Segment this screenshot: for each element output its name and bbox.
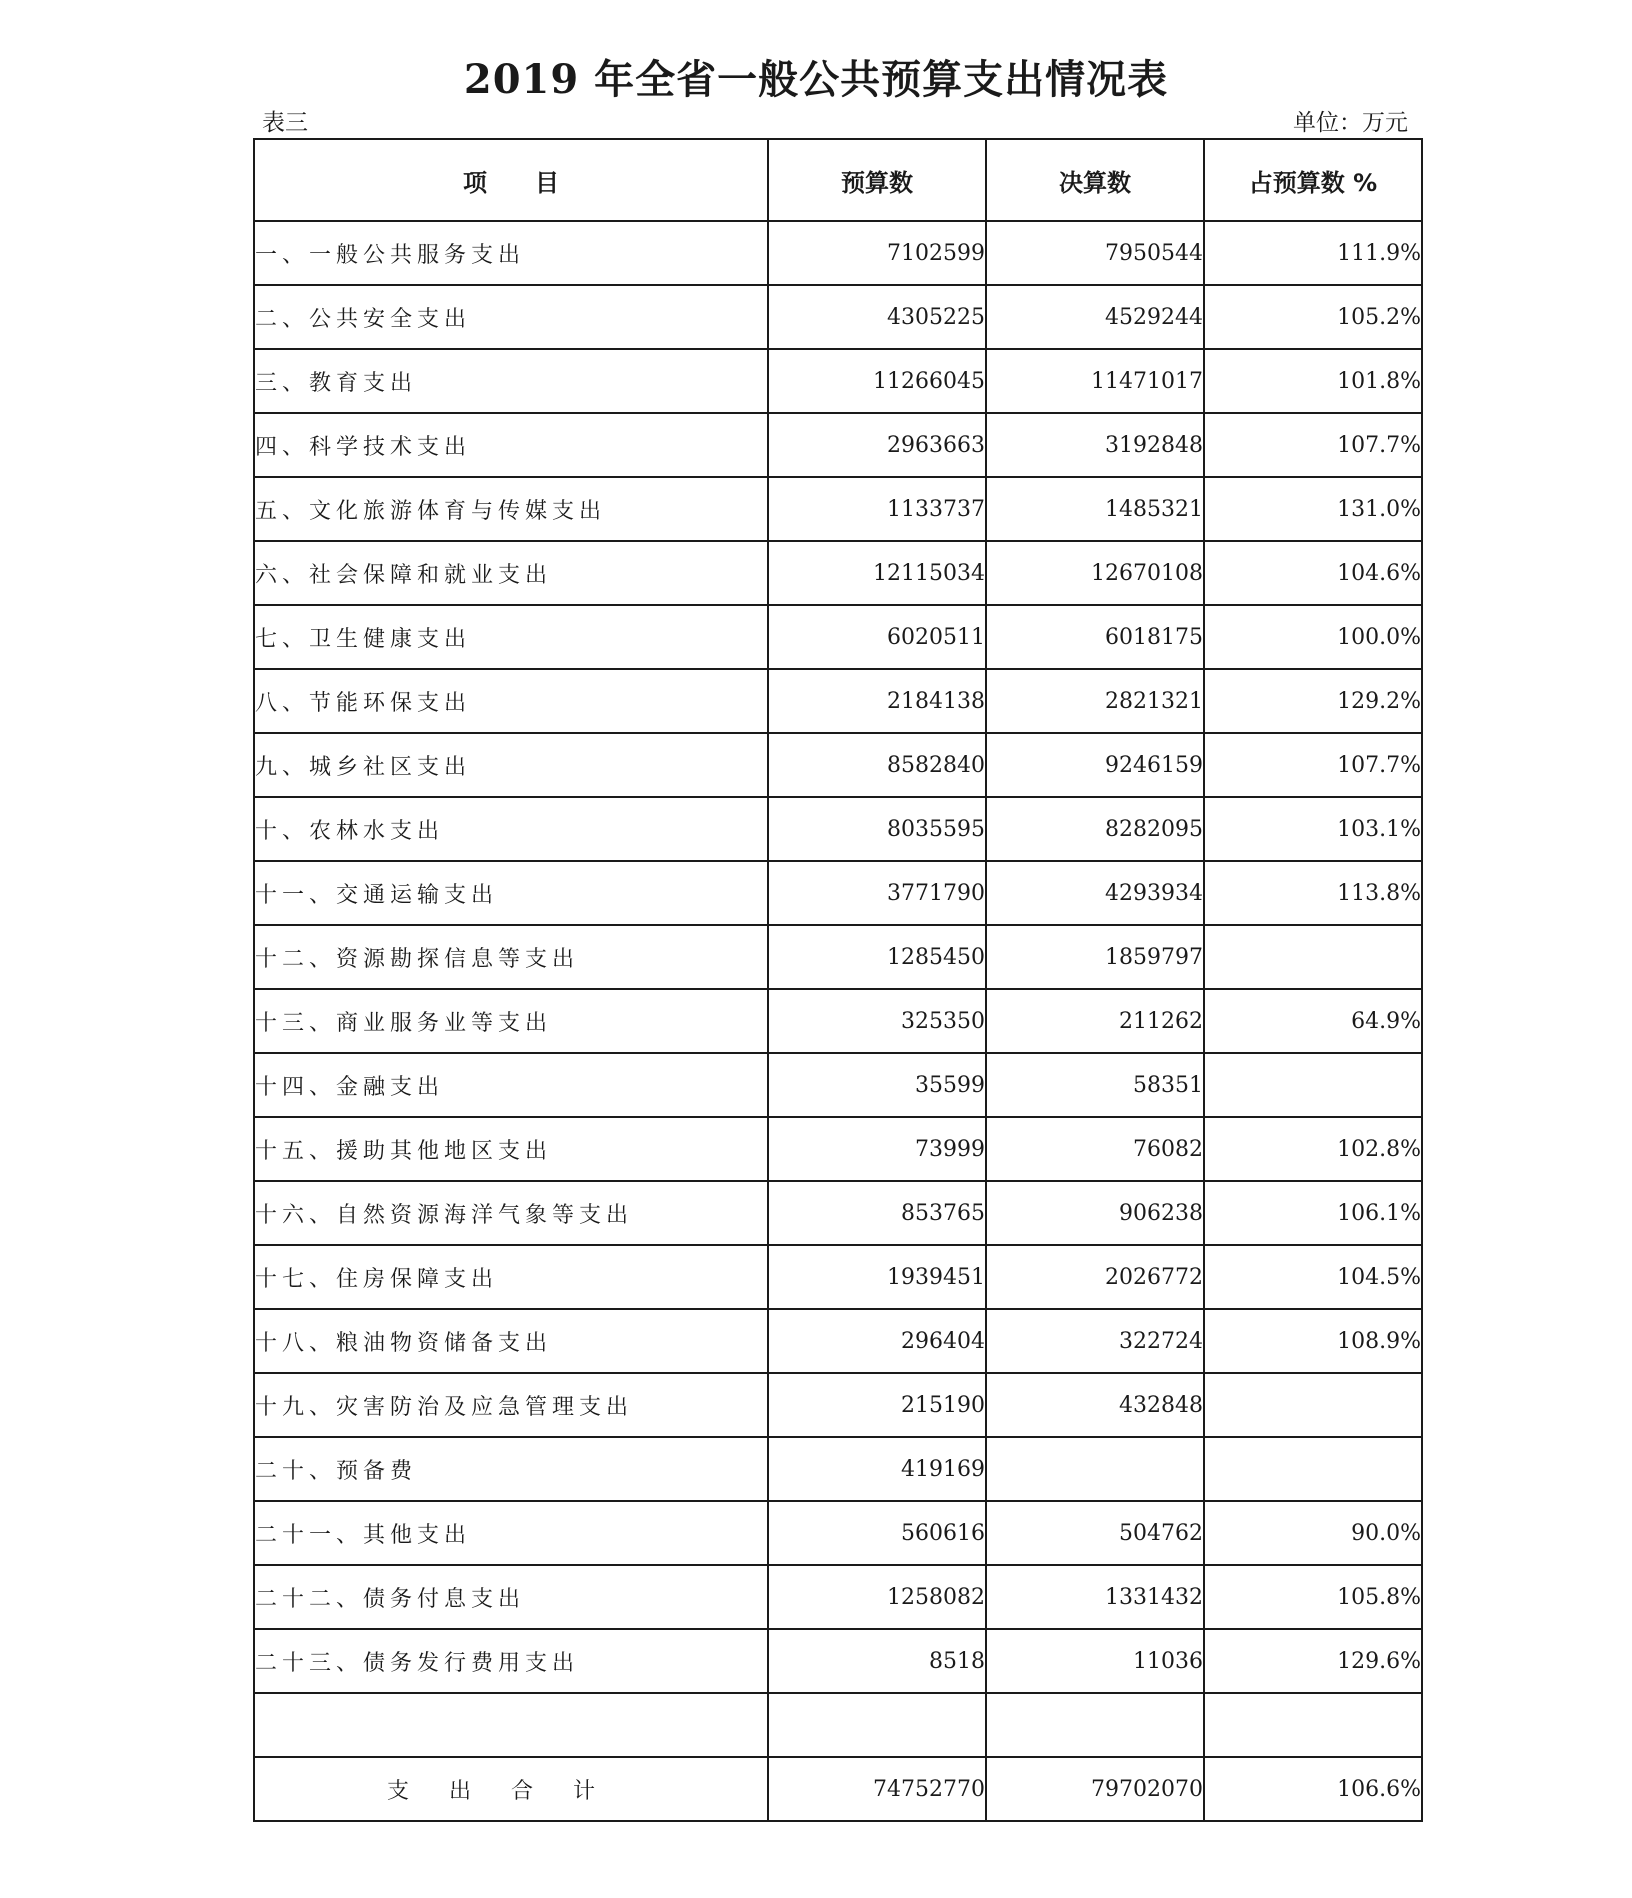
row-ratio-cell: 111.9% <box>1204 221 1422 285</box>
table-row <box>254 797 1422 861</box>
table-row <box>254 925 1422 989</box>
page-title: 2019 年全省一般公共预算支出情况表 <box>463 56 1169 103</box>
row-budget-cell: 8518 <box>768 1629 986 1693</box>
row-ratio-cell: 106.1% <box>1204 1181 1422 1245</box>
row-ratio-cell <box>1204 925 1422 989</box>
row-actual-cell: 58351 <box>986 1053 1204 1117</box>
row-item-cell: 十七、住房保障支出 <box>254 1245 768 1309</box>
row-ratio-cell: 103.1% <box>1204 797 1422 861</box>
table-row <box>254 1629 1422 1693</box>
row-item-cell: 十三、商业服务业等支出 <box>254 989 768 1053</box>
table-row <box>254 1309 1422 1373</box>
row-budget-cell: 2184138 <box>768 669 986 733</box>
row-budget-cell: 8035595 <box>768 797 986 861</box>
unit-label: 单位：万元 <box>1293 110 1408 136</box>
row-ratio-cell <box>1204 1053 1422 1117</box>
row-budget-cell: 12115034 <box>768 541 986 605</box>
table-row <box>254 733 1422 797</box>
total-label: 支出合计 <box>254 1757 768 1821</box>
row-actual-cell: 4293934 <box>986 861 1204 925</box>
table-number: 表三 <box>262 110 308 136</box>
row-item-cell: 十九、灾害防治及应急管理支出 <box>254 1373 768 1437</box>
row-budget-cell: 35599 <box>768 1053 986 1117</box>
row-actual-cell: 2821321 <box>986 669 1204 733</box>
header-item: 项 目 <box>254 139 768 221</box>
table-row <box>254 1373 1422 1437</box>
row-budget-cell: 3771790 <box>768 861 986 925</box>
table-row <box>254 861 1422 925</box>
row-actual-cell <box>986 1693 1204 1757</box>
table-row <box>254 349 1422 413</box>
row-budget-cell: 296404 <box>768 1309 986 1373</box>
row-ratio-cell: 107.7% <box>1204 733 1422 797</box>
row-budget-cell: 11266045 <box>768 349 986 413</box>
row-item-cell: 四、科学技术支出 <box>254 413 768 477</box>
table-body <box>254 221 1422 1757</box>
row-budget-cell: 1285450 <box>768 925 986 989</box>
row-ratio-cell: 104.6% <box>1204 541 1422 605</box>
table-row <box>254 669 1422 733</box>
row-ratio-cell: 64.9% <box>1204 989 1422 1053</box>
row-actual-cell: 1485321 <box>986 477 1204 541</box>
row-actual-cell: 1859797 <box>986 925 1204 989</box>
row-item-cell: 三、教育支出 <box>254 349 768 413</box>
row-budget-cell: 2963663 <box>768 413 986 477</box>
row-item-cell: 二十、预备费 <box>254 1437 768 1501</box>
row-item-cell: 八、节能环保支出 <box>254 669 768 733</box>
row-actual-cell: 2026772 <box>986 1245 1204 1309</box>
row-budget-cell <box>768 1693 986 1757</box>
table-row <box>254 1501 1422 1565</box>
row-actual-cell: 4529244 <box>986 285 1204 349</box>
row-actual-cell: 11036 <box>986 1629 1204 1693</box>
row-item-cell: 九、城乡社区支出 <box>254 733 768 797</box>
table-row <box>254 1117 1422 1181</box>
row-budget-cell: 560616 <box>768 1501 986 1565</box>
table-row <box>254 477 1422 541</box>
row-actual-cell: 432848 <box>986 1373 1204 1437</box>
row-item-cell: 二十一、其他支出 <box>254 1501 768 1565</box>
header-budget: 预算数 <box>768 139 986 221</box>
row-budget-cell: 1258082 <box>768 1565 986 1629</box>
row-budget-cell: 8582840 <box>768 733 986 797</box>
header-ratio: 占预算数 % <box>1204 139 1422 221</box>
table-row <box>254 1437 1422 1501</box>
row-budget-cell: 853765 <box>768 1181 986 1245</box>
table-row <box>254 541 1422 605</box>
row-ratio-cell: 90.0% <box>1204 1501 1422 1565</box>
row-ratio-cell: 100.0% <box>1204 605 1422 669</box>
row-actual-cell: 9246159 <box>986 733 1204 797</box>
row-item-cell: 二十三、债务发行费用支出 <box>254 1629 768 1693</box>
row-budget-cell: 1133737 <box>768 477 986 541</box>
row-item-cell: 二十二、债务付息支出 <box>254 1565 768 1629</box>
row-item-cell: 十八、粮油物资储备支出 <box>254 1309 768 1373</box>
row-actual-cell: 12670108 <box>986 541 1204 605</box>
total-row <box>254 1757 1422 1821</box>
total-ratio: 106.6% <box>1204 1757 1422 1821</box>
table-row <box>254 605 1422 669</box>
row-ratio-cell: 102.8% <box>1204 1117 1422 1181</box>
table-row <box>254 1693 1422 1757</box>
row-budget-cell: 73999 <box>768 1117 986 1181</box>
row-item-cell: 十一、交通运输支出 <box>254 861 768 925</box>
row-budget-cell: 7102599 <box>768 221 986 285</box>
row-ratio-cell: 105.8% <box>1204 1565 1422 1629</box>
table-header-row <box>254 139 1422 221</box>
row-actual-cell <box>986 1437 1204 1501</box>
row-budget-cell: 1939451 <box>768 1245 986 1309</box>
row-item-cell: 五、文化旅游体育与传媒支出 <box>254 477 768 541</box>
row-ratio-cell: 129.6% <box>1204 1629 1422 1693</box>
row-ratio-cell: 105.2% <box>1204 285 1422 349</box>
row-item-cell: 十六、自然资源海洋气象等支出 <box>254 1181 768 1245</box>
row-item-cell: 十、农林水支出 <box>254 797 768 861</box>
table-row <box>254 413 1422 477</box>
row-actual-cell: 3192848 <box>986 413 1204 477</box>
row-ratio-cell: 129.2% <box>1204 669 1422 733</box>
row-item-cell: 一、一般公共服务支出 <box>254 221 768 285</box>
row-budget-cell: 215190 <box>768 1373 986 1437</box>
table-row <box>254 285 1422 349</box>
row-budget-cell: 4305225 <box>768 285 986 349</box>
row-ratio-cell <box>1204 1693 1422 1757</box>
row-actual-cell: 7950544 <box>986 221 1204 285</box>
row-actual-cell: 906238 <box>986 1181 1204 1245</box>
row-budget-cell: 419169 <box>768 1437 986 1501</box>
row-item-cell: 十五、援助其他地区支出 <box>254 1117 768 1181</box>
table-row <box>254 1181 1422 1245</box>
table-row <box>254 1053 1422 1117</box>
row-item-cell: 十二、资源勘探信息等支出 <box>254 925 768 989</box>
row-actual-cell: 211262 <box>986 989 1204 1053</box>
row-actual-cell: 8282095 <box>986 797 1204 861</box>
expenditure-table <box>253 138 1423 1822</box>
row-ratio-cell: 107.7% <box>1204 413 1422 477</box>
header-actual: 决算数 <box>986 139 1204 221</box>
row-actual-cell: 1331432 <box>986 1565 1204 1629</box>
row-ratio-cell: 113.8% <box>1204 861 1422 925</box>
row-item-cell: 六、社会保障和就业支出 <box>254 541 768 605</box>
row-budget-cell: 6020511 <box>768 605 986 669</box>
table-row <box>254 221 1422 285</box>
table-row <box>254 989 1422 1053</box>
row-actual-cell: 504762 <box>986 1501 1204 1565</box>
row-actual-cell: 322724 <box>986 1309 1204 1373</box>
table-row <box>254 1565 1422 1629</box>
row-ratio-cell: 101.8% <box>1204 349 1422 413</box>
row-item-cell: 二、公共安全支出 <box>254 285 768 349</box>
row-ratio-cell: 108.9% <box>1204 1309 1422 1373</box>
row-actual-cell: 76082 <box>986 1117 1204 1181</box>
row-actual-cell: 11471017 <box>986 349 1204 413</box>
row-actual-cell: 6018175 <box>986 605 1204 669</box>
row-budget-cell: 325350 <box>768 989 986 1053</box>
row-ratio-cell: 104.5% <box>1204 1245 1422 1309</box>
row-item-cell: 七、卫生健康支出 <box>254 605 768 669</box>
row-ratio-cell <box>1204 1373 1422 1437</box>
total-budget: 74752770 <box>768 1757 986 1821</box>
row-ratio-cell <box>1204 1437 1422 1501</box>
table-row <box>254 1245 1422 1309</box>
row-item-cell <box>254 1693 768 1757</box>
total-actual: 79702070 <box>986 1757 1204 1821</box>
row-ratio-cell: 131.0% <box>1204 477 1422 541</box>
row-item-cell: 十四、金融支出 <box>254 1053 768 1117</box>
